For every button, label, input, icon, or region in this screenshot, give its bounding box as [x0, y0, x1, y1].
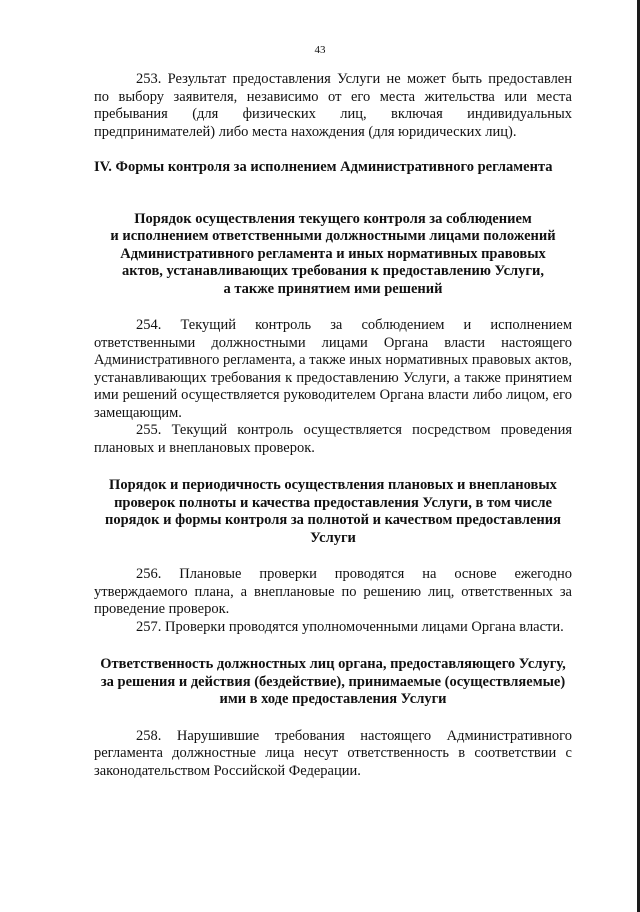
heading-periodic-checks — [94, 477, 572, 547]
heading-line: Ответственность должностных лиц органа, предоставляющего Услугу, — [100, 656, 566, 672]
paragraph-256: 256. Плановые проверки проводятся на основе ежегодно утверждаемого плана, а внеплановые по решению лиц, ответственных за проведение проверок. — [94, 566, 572, 617]
paragraph-257: 257. Проверки проводятся уполномоченными лицами Органа власти. — [136, 618, 564, 635]
page-number: 43 — [314, 44, 326, 56]
page-content — [94, 71, 572, 780]
heading-line: Услуги — [310, 529, 356, 546]
heading-line: порядок и формы контроля за полнотой и качеством предоставления — [105, 512, 561, 528]
heading-line: а также принятием ими решений — [223, 280, 443, 297]
paragraph-255: 255. Текущий контроль осуществляется посредством проведения плановых и внеплановых проверок. — [94, 422, 572, 456]
heading-line: Порядок осуществления текущего контроля за соблюдением — [134, 210, 532, 227]
section-heading: IV. Формы контроля за исполнением Административного регламента — [94, 159, 553, 175]
paragraph-253: 253. Результат предоставления Услуги не может быть предоставлен по выбору заявителя, независимо от его места жительства или места пребывания (для физических лиц, включая индивидуальных предпринимателей) либо места нахождения (для юридических лиц). — [94, 71, 572, 140]
heading-current-control — [94, 211, 572, 299]
heading-line: проверок полноты и качества предоставления Услуги, в том числе — [114, 494, 552, 511]
heading-line: ими в ходе предоставления Услуги — [219, 691, 447, 707]
heading-line: и исполнением ответственными должностными лицами положений — [110, 228, 556, 244]
paragraph-258: 258. Нарушившие требования настоящего Административного регламента должностные лица несут ответственность в соответствии с законодательством Российской Федерации. — [94, 727, 572, 779]
heading-line: Порядок и периодичность осуществления плановых и внеплановых — [109, 477, 557, 493]
heading-line: актов, устанавливающих требования к предоставлению Услуги, — [122, 263, 544, 279]
heading-line: Административного регламента и иных нормативных правовых — [120, 245, 546, 262]
heading-line: за решения и действия (бездействие), принимаемые (осуществляемые) — [100, 673, 566, 690]
paragraph-254: 254. Текущий контроль за соблюдением и исполнением ответственными должностными лицами Органа власти настоящего Административного регламента, а также иных нормативных правовых актов, устанавливающих требования к предоставлению Услуги, а также принятием ими решений осуществляется руководителем Органа власти либо лицом, его замещающим. — [94, 317, 572, 421]
heading-responsibility — [94, 656, 572, 709]
